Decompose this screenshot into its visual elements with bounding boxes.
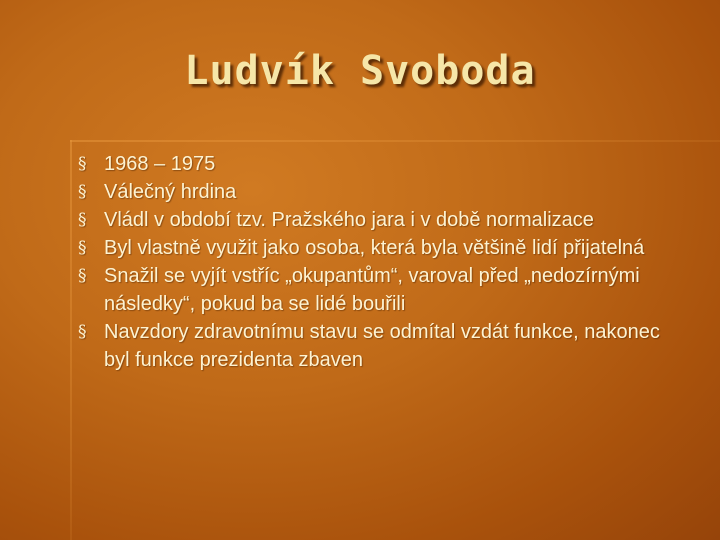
bullet-item — [78, 318, 688, 374]
bullet-text: Vládl v období tzv. Pražského jara i v době normalizace — [104, 209, 594, 231]
bullet-item — [78, 178, 688, 206]
bullet-text: Navzdory zdravotnímu stavu se odmítal vzdát funkce, nakonec byl funkce prezidenta zbaven — [104, 321, 660, 371]
slide-title: Ludvík Svoboda — [184, 48, 536, 94]
bullet-item — [78, 262, 688, 318]
bullet-text: Byl vlastně využit jako osoba, která byla většině lidí přijatelná — [104, 237, 645, 259]
bullet-section-icon: § — [78, 210, 87, 230]
bullet-item — [78, 234, 688, 262]
bullet-list — [78, 150, 688, 374]
bullet-section-icon: § — [78, 322, 87, 342]
bullet-text: Válečný hrdina — [104, 181, 237, 203]
bullet-text: Snažil se vyjít vstříc „okupantům“, varoval před „nedozírnými následky“, pokud ba se lidé bouřili — [104, 265, 640, 315]
bullet-section-icon: § — [78, 182, 87, 202]
bullet-section-icon: § — [78, 266, 87, 286]
bullet-text: 1968 – 1975 — [104, 153, 216, 175]
bullet-item — [78, 206, 688, 234]
divider-vertical-line — [70, 140, 72, 540]
bullet-section-icon: § — [78, 154, 87, 174]
bullet-section-icon: § — [78, 238, 87, 258]
bullet-item — [78, 150, 688, 178]
divider-horizontal-line — [70, 140, 720, 142]
